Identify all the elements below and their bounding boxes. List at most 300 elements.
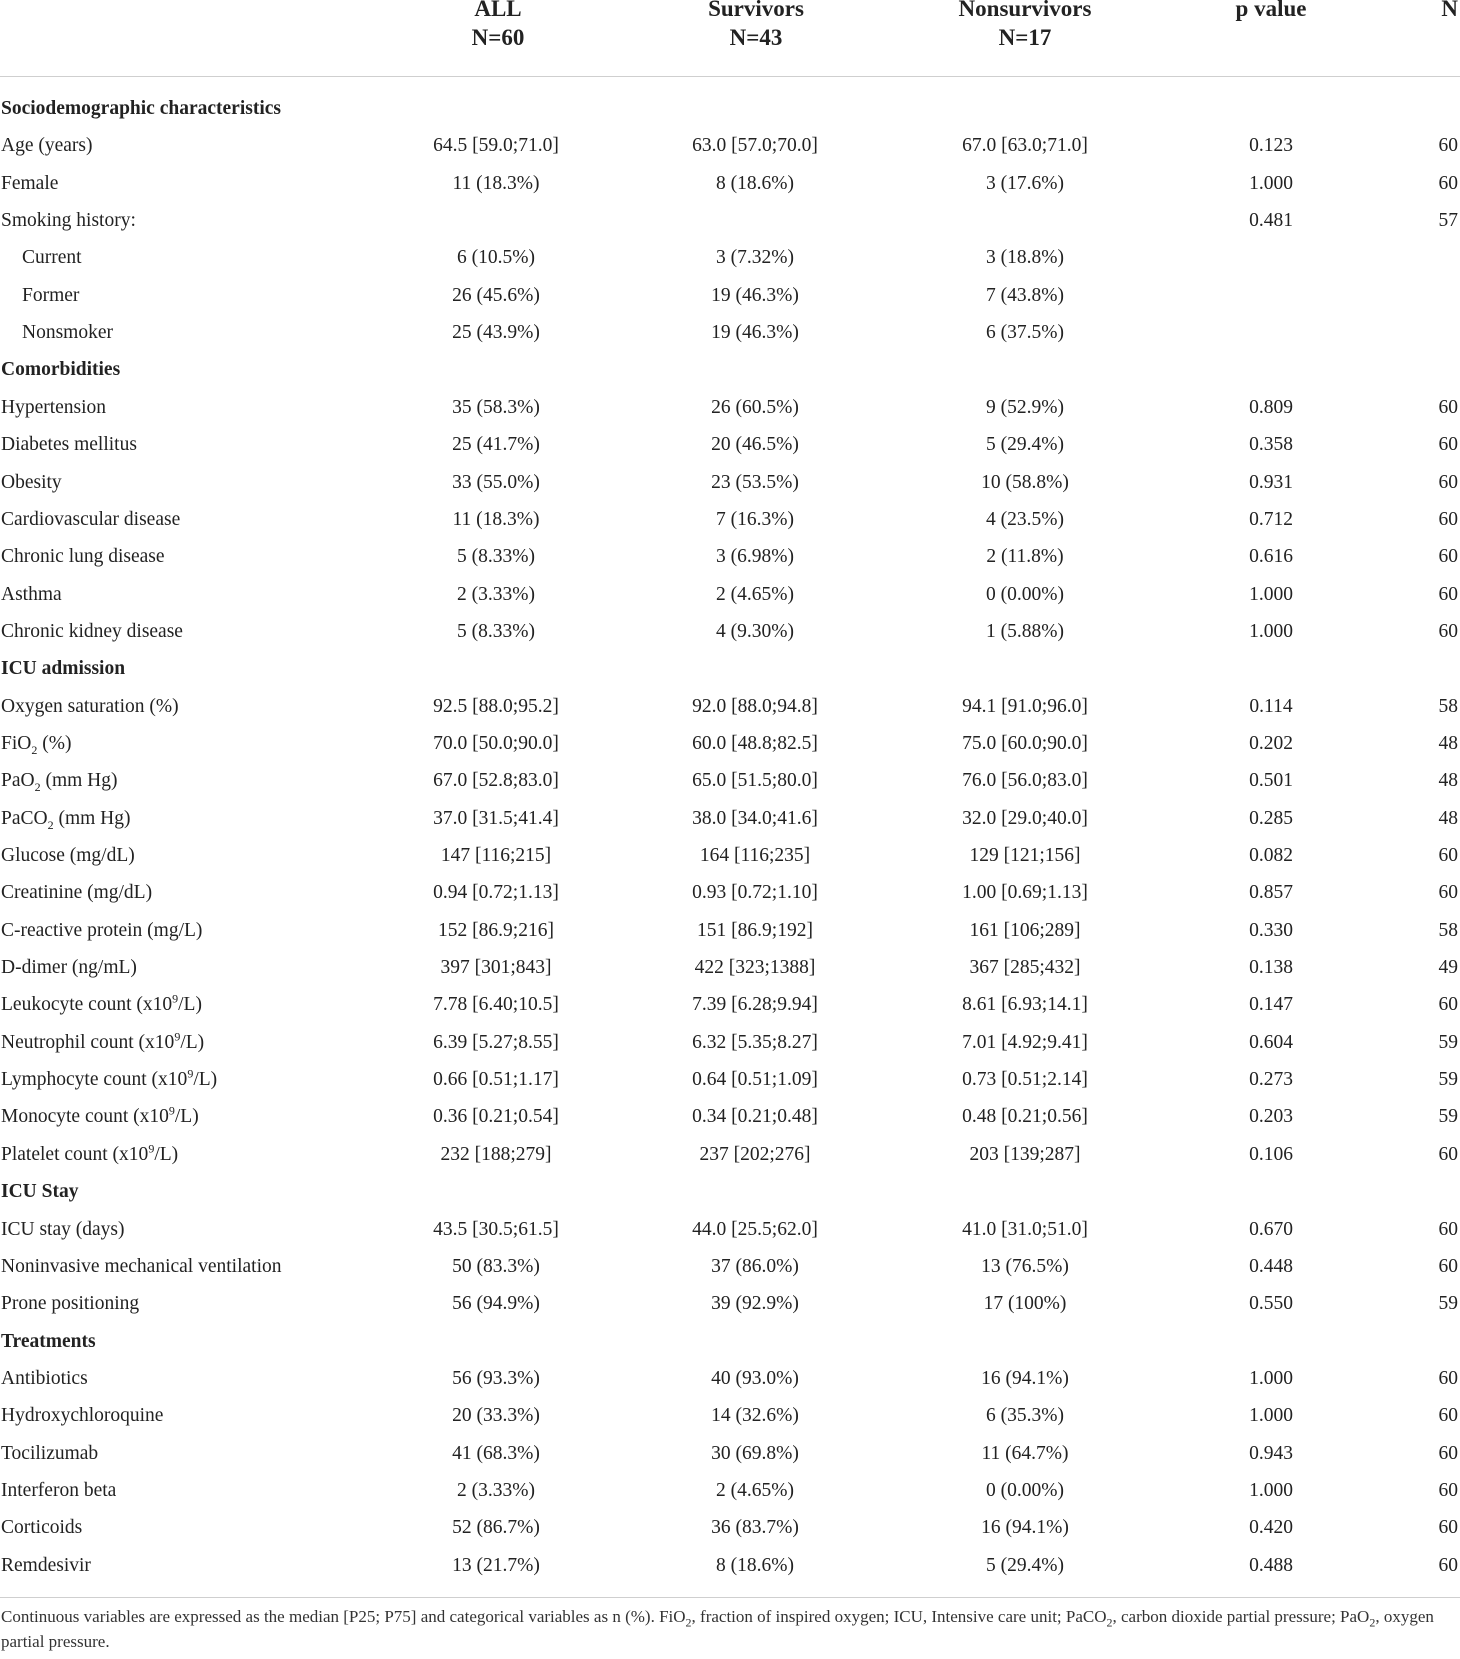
table-row [0, 389, 1460, 426]
row-label-text: Age (years) [1, 135, 93, 157]
cell-nonsurvivors: 9 (52.9%) [986, 396, 1064, 418]
cell-all: 64.5 [59.0;71.0] [433, 135, 559, 157]
row-label [1, 1024, 204, 1061]
cell-all: 5 (8.33%) [457, 546, 535, 568]
table-row [0, 688, 1460, 725]
cell-nonsurvivors: 8.61 [6.93;14.1] [962, 994, 1088, 1016]
cell-all: 20 (33.3%) [452, 1405, 540, 1427]
cell-p-value: 0.616 [1249, 546, 1293, 568]
row-label [22, 239, 82, 276]
cell-all: 11 (18.3%) [452, 508, 540, 530]
cell-survivors: 44.0 [25.5;62.0] [692, 1218, 818, 1240]
row-label-text: ICU Stay [1, 1181, 79, 1203]
cell-survivors: 14 (32.6%) [711, 1405, 799, 1427]
section-row [0, 351, 1460, 388]
row-label-suffix: (%) [37, 732, 72, 754]
row-label [1, 912, 202, 949]
cell-nonsurvivors: 7.01 [4.92;9.41] [962, 1031, 1088, 1053]
table-row [0, 1136, 1460, 1173]
section-label [1, 1323, 96, 1360]
row-label [1, 501, 180, 538]
cell-n: 59 [1438, 1031, 1458, 1053]
row-label-text: Female [1, 172, 59, 194]
cell-n: 60 [1438, 1143, 1458, 1165]
cell-all: 56 (93.3%) [452, 1367, 540, 1389]
row-label-text: Hypertension [1, 396, 107, 418]
row-label [1, 1509, 82, 1546]
cell-all: 7.78 [6.40;10.5] [433, 994, 559, 1016]
row-label-subscript: 2 [47, 817, 54, 832]
cell-p-value: 0.857 [1249, 882, 1293, 904]
row-label-text: Platelet count (x10 [1, 1143, 149, 1165]
cell-p-value: 0.809 [1249, 396, 1293, 418]
row-label-text: Antibiotics [1, 1367, 88, 1389]
cell-p-value: 0.420 [1249, 1517, 1293, 1539]
cell-nonsurvivors: 32.0 [29.0;40.0] [962, 807, 1088, 829]
cell-nonsurvivors: 3 (17.6%) [986, 172, 1064, 194]
header-survivors [656, 0, 856, 52]
row-label-subscript: 2 [31, 742, 38, 757]
table-row [0, 501, 1460, 538]
cell-nonsurvivors: 367 [285;432] [969, 957, 1081, 979]
cell-survivors: 39 (92.9%) [711, 1293, 799, 1315]
row-label [1, 1285, 139, 1322]
row-label [1, 1061, 217, 1098]
row-label [1, 389, 106, 426]
row-label-text: Creatinine (mg/dL) [1, 882, 153, 904]
cell-n: 60 [1438, 1554, 1458, 1576]
cell-p-value: 0.670 [1249, 1218, 1293, 1240]
cell-all: 147 [116;215] [440, 845, 552, 866]
cell-n: 58 [1438, 919, 1458, 941]
cell-all: 35 (58.3%) [452, 396, 540, 418]
row-label-suffix: /L) [178, 994, 202, 1016]
cell-n: 60 [1438, 845, 1458, 866]
row-label [22, 314, 113, 351]
cell-p-value: 0.082 [1249, 845, 1293, 866]
table-row [0, 837, 1460, 874]
cell-n: 49 [1438, 957, 1458, 979]
cell-survivors: 37 (86.0%) [711, 1255, 799, 1277]
cell-survivors: 0.64 [0.51;1.09] [692, 1069, 818, 1091]
header-n-title: N [1441, 0, 1458, 21]
cell-all: 152 [86.9;216] [438, 919, 554, 941]
row-label [22, 277, 79, 314]
table-row [0, 127, 1460, 164]
cell-nonsurvivors: 1.00 [0.69;1.13] [962, 882, 1088, 904]
cell-survivors: 3 (7.32%) [716, 247, 794, 269]
row-label [1, 464, 62, 501]
cell-nonsurvivors: 4 (23.5%) [986, 508, 1064, 530]
cell-n: 60 [1438, 583, 1458, 605]
cell-n: 58 [1438, 695, 1458, 717]
table-row [0, 314, 1460, 351]
row-label-text: Treatments [1, 1330, 96, 1352]
row-label-text: Interferon beta [1, 1479, 117, 1501]
row-label-text: Hydroxychloroquine [1, 1405, 164, 1427]
cell-nonsurvivors: 13 (76.5%) [981, 1255, 1069, 1277]
table-row [0, 800, 1460, 837]
header-divider [0, 76, 1460, 77]
cell-survivors: 7.39 [6.28;9.94] [692, 994, 818, 1016]
cell-survivors: 151 [86.9;192] [697, 919, 813, 941]
cell-p-value [1171, 239, 1371, 276]
row-label [1, 1248, 282, 1285]
table-row [0, 576, 1460, 613]
cell-p-value [1171, 314, 1371, 351]
section-row [0, 90, 1460, 127]
row-label-suffix: (mm Hg) [40, 770, 118, 792]
row-label [1, 1360, 88, 1397]
row-label-text: Smoking history: [1, 210, 136, 232]
row-label-text: Nonsmoker [22, 322, 113, 344]
cell-survivors: 23 (53.5%) [711, 471, 799, 493]
table-row [0, 986, 1460, 1023]
cell-survivors: 60.0 [48.8;82.5] [692, 732, 818, 754]
cell-p-value: 0.550 [1249, 1293, 1293, 1315]
table-row [0, 538, 1460, 575]
table-row [0, 1472, 1460, 1509]
cell-survivors: 8 (18.6%) [716, 1554, 794, 1576]
header-survivors-count: N=43 [729, 25, 783, 50]
footnote-text-1: Continuous variables are expressed as the median [P25; P75] and categorical variables as n (%). FiO [1, 1607, 686, 1626]
cell-all: 67.0 [52.8;83.0] [433, 770, 559, 792]
cell-survivors: 40 (93.0%) [711, 1367, 799, 1389]
row-label-superscript: 9 [172, 991, 179, 1006]
row-label-text: Remdesivir [1, 1554, 91, 1576]
cell-p-value: 0.358 [1249, 434, 1293, 456]
cell-p-value: 0.106 [1249, 1143, 1293, 1165]
row-label [1, 800, 131, 837]
row-label-text: C-reactive protein (mg/L) [1, 919, 203, 941]
row-label [1, 725, 71, 762]
cell-survivors: 19 (46.3%) [711, 322, 799, 344]
cell-n: 59 [1438, 1106, 1458, 1128]
row-label [1, 1098, 199, 1135]
cell-all: 92.5 [88.0;95.2] [433, 695, 559, 717]
table-row [0, 762, 1460, 799]
cell-all: 0.94 [0.72;1.13] [433, 882, 559, 904]
table-row [0, 1509, 1460, 1546]
row-label-text: Leukocyte count (x10 [1, 994, 173, 1016]
cell-nonsurvivors: 7 (43.8%) [986, 284, 1064, 306]
cell-all: 43.5 [30.5;61.5] [433, 1218, 559, 1240]
cell-all: 0.66 [0.51;1.17] [433, 1069, 559, 1091]
row-label-text: Chronic lung disease [1, 546, 165, 568]
row-label [1, 1435, 98, 1472]
cell-p-value: 0.202 [1249, 732, 1293, 754]
table-row [0, 1098, 1460, 1135]
cell-n: 60 [1438, 1255, 1458, 1277]
row-label-text: Prone positioning [1, 1293, 140, 1315]
cell-p-value: 0.488 [1249, 1554, 1293, 1576]
cell-nonsurvivors: 203 [139;287] [969, 1143, 1081, 1165]
row-label [1, 1211, 124, 1248]
footnote-text-4: , oxygen partial pressure. [1, 1607, 1434, 1651]
cell-p-value: 0.273 [1249, 1069, 1293, 1091]
table-row [0, 1360, 1460, 1397]
table-row [0, 1061, 1460, 1098]
cell-n: 48 [1438, 807, 1458, 829]
cell-n: 60 [1438, 1367, 1458, 1389]
row-label-text: Cardiovascular disease [1, 508, 181, 530]
cell-all: 70.0 [50.0;90.0] [433, 732, 559, 754]
row-label [1, 986, 202, 1023]
cell-survivors: 30 (69.8%) [711, 1442, 799, 1464]
table-row [0, 165, 1460, 202]
cell-p-value: 0.448 [1249, 1255, 1293, 1277]
row-label [1, 202, 136, 239]
header-p-value [1171, 0, 1371, 23]
cell-p-value: 0.123 [1249, 135, 1293, 157]
row-label-text: PaCO [1, 807, 48, 829]
row-label-text: Diabetes mellitus [1, 434, 137, 456]
row-label-suffix: /L) [174, 1106, 199, 1128]
cell-survivors: 36 (83.7%) [711, 1517, 799, 1539]
table-row [0, 426, 1460, 463]
cell-survivors: 19 (46.3%) [711, 284, 799, 306]
row-label-suffix: /L) [180, 1031, 205, 1053]
row-label-text: Glucose (mg/dL) [1, 845, 135, 866]
cell-survivors: 237 [202;276] [699, 1143, 811, 1165]
cell-nonsurvivors: 10 (58.8%) [981, 471, 1069, 493]
row-label [1, 426, 137, 463]
cell-n: 60 [1438, 882, 1458, 904]
cell-nonsurvivors: 2 (11.8%) [986, 546, 1064, 568]
cell-n: 60 [1438, 546, 1458, 568]
cell-all: 6 (10.5%) [457, 247, 535, 269]
cell-survivors: 2 (4.65%) [716, 1479, 794, 1501]
row-label-text: PaO [1, 770, 35, 792]
row-label-text: Noninvasive mechanical ventilation [1, 1255, 282, 1277]
table-row [0, 1547, 1460, 1584]
cell-nonsurvivors: 129 [121;156] [969, 845, 1081, 866]
cell-nonsurvivors: 3 (18.8%) [986, 247, 1064, 269]
cell-survivors: 4 (9.30%) [716, 620, 794, 642]
cell-p-value: 0.114 [1249, 695, 1293, 717]
row-label [1, 165, 58, 202]
cell-n: 60 [1438, 620, 1458, 642]
cell-p-value [1171, 277, 1371, 314]
cell-all: 33 (55.0%) [452, 471, 540, 493]
cell-nonsurvivors: 5 (29.4%) [986, 1554, 1064, 1576]
row-label-superscript: 9 [148, 1141, 155, 1156]
cell-all: 52 (86.7%) [452, 1517, 540, 1539]
cell-p-value: 1.000 [1249, 583, 1293, 605]
header-all-title: ALL [474, 0, 522, 21]
cell-p-value: 0.203 [1249, 1106, 1293, 1128]
cell-all: 41 (68.3%) [452, 1442, 540, 1464]
cell-all: 11 (18.3%) [452, 172, 540, 194]
cell-all: 56 (94.9%) [452, 1293, 540, 1315]
cell-all: 37.0 [31.5;41.4] [433, 807, 559, 829]
cell-nonsurvivors: 75.0 [60.0;90.0] [962, 732, 1088, 754]
cell-survivors: 0.34 [0.21;0.48] [692, 1106, 818, 1128]
cell-survivors: 65.0 [51.5;80.0] [692, 770, 818, 792]
row-label [1, 613, 183, 650]
row-label [1, 688, 179, 725]
row-label [1, 1397, 163, 1434]
cell-p-value: 0.712 [1249, 508, 1293, 530]
cell-n: 59 [1438, 1069, 1458, 1091]
cell-p-value: 0.330 [1249, 919, 1293, 941]
cell-nonsurvivors: 11 (64.7%) [981, 1442, 1069, 1464]
row-label [1, 538, 165, 575]
cell-p-value: 0.501 [1249, 770, 1293, 792]
row-label [1, 837, 135, 874]
section-row [0, 1323, 1460, 1360]
row-label-subscript: 2 [34, 780, 41, 795]
cell-all: 5 (8.33%) [457, 620, 535, 642]
header-nonsurvivors-count: N=17 [998, 25, 1052, 50]
cell-all: 232 [188;279] [440, 1143, 552, 1165]
header-p-value-title: p value [1235, 0, 1307, 21]
row-label-text: Comorbidities [1, 359, 121, 381]
cell-nonsurvivors: 16 (94.1%) [981, 1517, 1069, 1539]
cell-n: 60 [1438, 1517, 1458, 1539]
cell-nonsurvivors: 67.0 [63.0;71.0] [962, 135, 1088, 157]
cell-n: 60 [1438, 1405, 1458, 1427]
table-row [0, 1024, 1460, 1061]
cell-survivors: 38.0 [34.0;41.6] [692, 807, 818, 829]
table-row [0, 239, 1460, 276]
header-all [398, 0, 598, 52]
cell-n: 57 [1438, 210, 1458, 232]
cell-survivors: 8 (18.6%) [716, 172, 794, 194]
footnote-sub-1: 2 [685, 1615, 692, 1630]
row-label-text: Chronic kidney disease [1, 620, 183, 642]
section-label [1, 1173, 78, 1210]
row-label [1, 576, 62, 613]
table-row [0, 1397, 1460, 1434]
table-row [0, 613, 1460, 650]
cell-n: 60 [1438, 471, 1458, 493]
row-label-superscript: 9 [187, 1066, 194, 1081]
row-label-text: Neutrophil count (x10 [1, 1031, 175, 1053]
cell-all: 26 (45.6%) [452, 284, 540, 306]
cell-survivors: 0.93 [0.72;1.10] [692, 882, 818, 904]
row-label [1, 874, 152, 911]
cell-nonsurvivors: 16 (94.1%) [981, 1367, 1069, 1389]
cell-all: 6.39 [5.27;8.55] [433, 1031, 559, 1053]
section-label [1, 351, 120, 388]
cell-nonsurvivors: 94.1 [91.0;96.0] [962, 695, 1088, 717]
table-header [0, 0, 1460, 76]
table-row [0, 949, 1460, 986]
cell-all: 2 (3.33%) [457, 583, 535, 605]
cell-nonsurvivors: 5 (29.4%) [986, 434, 1064, 456]
cell-p-value: 0.147 [1249, 994, 1293, 1016]
table-row [0, 725, 1460, 762]
cell-all: 2 (3.33%) [457, 1479, 535, 1501]
cell-survivors: 164 [116;235] [699, 845, 811, 866]
cell-all: 397 [301;843] [440, 957, 552, 979]
row-label-text: Former [22, 284, 80, 306]
row-label-text: Sociodemographic characteristics [1, 98, 281, 119]
cell-survivors: 63.0 [57.0;70.0] [692, 135, 818, 157]
cell-nonsurvivors: 0 (0.00%) [986, 583, 1064, 605]
cell-p-value: 0.604 [1249, 1031, 1293, 1053]
table-row [0, 874, 1460, 911]
cell-n: 48 [1438, 732, 1458, 754]
row-label-text: FiO [1, 732, 32, 754]
row-label-text: Tocilizumab [1, 1442, 99, 1464]
cell-nonsurvivors: 0.48 [0.21;0.56] [962, 1106, 1088, 1128]
cell-n: 60 [1438, 135, 1458, 157]
cell-survivors: 7 (16.3%) [716, 508, 794, 530]
table-row [0, 1285, 1460, 1322]
table-row [0, 464, 1460, 501]
table-row [0, 1435, 1460, 1472]
section-row [0, 650, 1460, 687]
row-label-superscript: 9 [174, 1029, 181, 1044]
cell-n: 60 [1438, 1218, 1458, 1240]
cell-survivors [655, 202, 855, 239]
cell-n: 60 [1438, 1442, 1458, 1464]
table-footnote [1, 1604, 1441, 1654]
cell-all [396, 202, 596, 239]
cell-n: 60 [1438, 434, 1458, 456]
cell-n: 60 [1438, 172, 1458, 194]
cell-nonsurvivors: 161 [106;289] [969, 919, 1081, 941]
cell-p-value: 1.000 [1249, 1405, 1293, 1427]
cell-p-value: 1.000 [1249, 620, 1293, 642]
cell-nonsurvivors [925, 202, 1125, 239]
row-label-text: Current [22, 247, 82, 269]
cell-p-value: 0.481 [1249, 210, 1293, 232]
section-label [1, 650, 125, 687]
row-label-suffix: /L) [154, 1143, 179, 1165]
cell-survivors: 6.32 [5.35;8.27] [692, 1031, 818, 1053]
cell-all: 13 (21.7%) [452, 1554, 540, 1576]
cell-nonsurvivors: 76.0 [56.0;83.0] [962, 770, 1088, 792]
cell-n: 60 [1438, 396, 1458, 418]
cell-all: 50 (83.3%) [452, 1255, 540, 1277]
cell-n: 59 [1438, 1293, 1458, 1315]
table-row [0, 202, 1460, 239]
footer-divider [0, 1597, 1460, 1598]
cell-n: 60 [1438, 1479, 1458, 1501]
table-row [0, 1211, 1460, 1248]
row-label-suffix: (mm Hg) [53, 807, 131, 829]
row-label-text: ICU stay (days) [1, 1218, 125, 1240]
cell-nonsurvivors: 41.0 [31.0;51.0] [962, 1218, 1088, 1240]
header-all-count: N=60 [471, 25, 525, 50]
cell-p-value: 0.285 [1249, 807, 1293, 829]
footnote-text-2: , fraction of inspired oxygen; ICU, Intensive care unit; PaCO [691, 1607, 1107, 1626]
cell-nonsurvivors: 17 (100%) [983, 1293, 1067, 1315]
cell-survivors: 92.0 [88.0;94.8] [692, 695, 818, 717]
row-label [1, 1472, 116, 1509]
row-label-text: ICU admission [1, 658, 126, 680]
row-label [1, 949, 137, 986]
cell-p-value: 0.138 [1249, 957, 1293, 979]
cell-nonsurvivors: 0 (0.00%) [986, 1479, 1064, 1501]
header-nonsurvivors-title: Nonsurvivors [958, 0, 1092, 21]
cell-survivors: 422 [323;1388] [694, 957, 816, 979]
section-row [0, 1173, 1460, 1210]
header-n [1400, 0, 1458, 23]
cell-nonsurvivors: 0.73 [0.51;2.14] [962, 1069, 1088, 1091]
footnote-sub-2: 2 [1106, 1615, 1113, 1630]
table-row [0, 912, 1460, 949]
cell-nonsurvivors: 1 (5.88%) [986, 620, 1064, 642]
table-row [0, 277, 1460, 314]
cell-p-value: 0.931 [1249, 471, 1293, 493]
section-label [1, 90, 281, 127]
cell-survivors: 26 (60.5%) [711, 396, 799, 418]
row-label-text: Asthma [1, 583, 62, 605]
